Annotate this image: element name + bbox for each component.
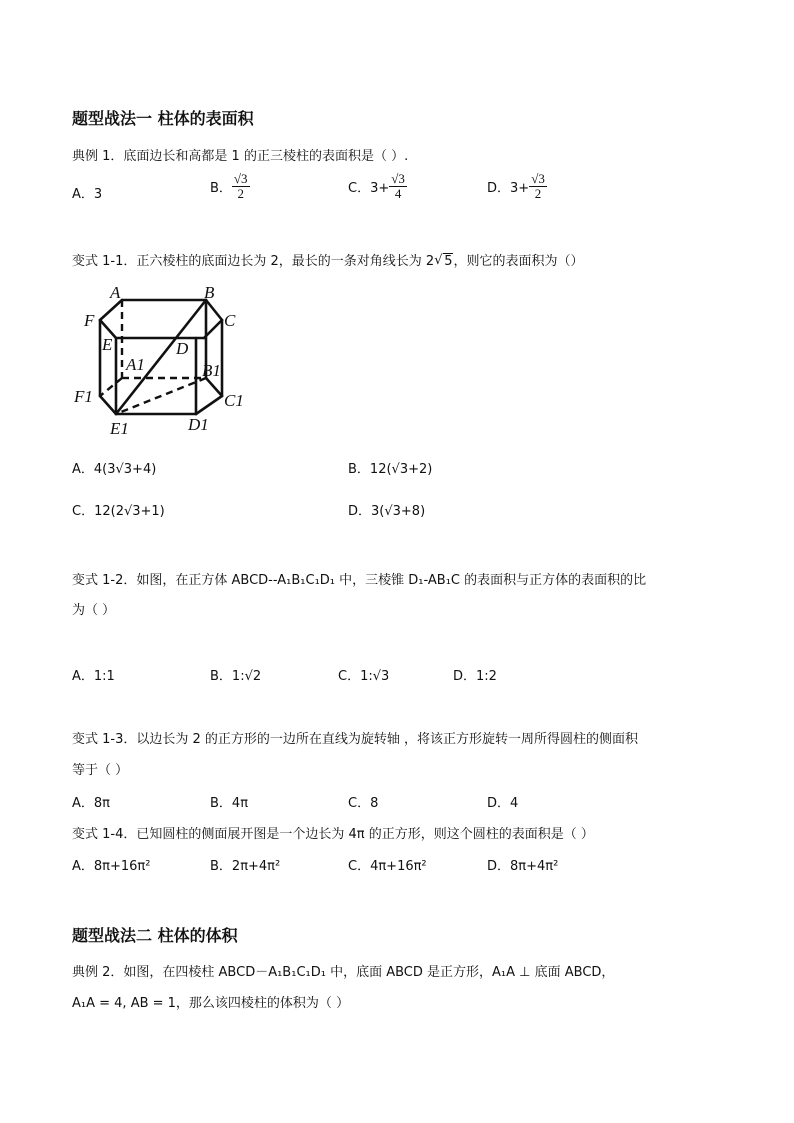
vertex-label-A: A: [110, 283, 121, 302]
example-1-option-a: A．3: [72, 187, 103, 202]
variant-1-3-stem-line-1: 变式 1-3．以边长为 2 的正方形的一边所在直线为旋转轴 ，将该正方形旋转一周所得圆柱的侧面积: [72, 732, 639, 747]
variant-1-4-option-a: A．8π+16π²: [72, 859, 151, 874]
vertex-label-D: D: [176, 339, 189, 358]
fraction: $\frac{√3}{2}$: [233, 171, 248, 201]
vertex-label-F: F: [84, 311, 95, 330]
vertex-label-B: B: [204, 283, 215, 302]
edge-C1B1: [206, 378, 222, 396]
variant-1-3-option-d: D．4: [487, 796, 519, 811]
variant-1-2-option-b: B．1:√2: [210, 669, 262, 684]
edge-AF: [100, 300, 122, 320]
vertex-label-B1: B1: [202, 361, 221, 380]
vertex-label-D1: D1: [188, 415, 209, 434]
example-1-option-d: [487, 172, 547, 201]
variant-1-4-stem: 变式 1-4．已知圆柱的侧面展开图是一个边长为 4π 的正方形，则这个圆柱的表面积是（ ）: [72, 827, 594, 842]
variant-1-3-option-c: C．8: [348, 796, 379, 811]
variant-1-1-stem: [72, 250, 583, 269]
example-1-stem: 典例 1．底面边长和高都是 1 的正三棱柱的表面积是（ ）.: [72, 149, 409, 164]
variant-1-3-option-a: A．8π: [72, 796, 110, 811]
variant-1-2-option-d: D．1:2: [453, 669, 497, 684]
example-2-stem-line-2: A₁A = 4, AB = 1，那么该四棱柱的体积为（ ）: [72, 996, 350, 1011]
option-label: D．3+: [487, 181, 530, 196]
variant-1-3-option-b: B．4π: [210, 796, 249, 811]
variant-1-1-option-c: C．12(2√3+1): [72, 504, 165, 519]
vertex-label-C: C: [224, 311, 236, 330]
hidden-edge-A1F1: [100, 378, 122, 396]
example-1-option-c: [348, 172, 407, 201]
variant-1-4-option-c: C．4π+16π²: [348, 859, 427, 874]
variant-1-2-stem-line-2: 为（ ）: [72, 603, 116, 618]
vertex-label-E: E: [102, 335, 113, 354]
variant-1-2-option-a: A．1:1: [72, 669, 115, 684]
example-2-stem-line-1: 典例 2．如图，在四棱柱 ABCD－A₁B₁C₁D₁ 中，底面 ABCD 是正方形，A₁A ⊥ 底面 ABCD，: [72, 965, 615, 980]
vertex-label-F1: F1: [74, 387, 93, 406]
edge-BC: [206, 300, 222, 320]
edge-F1E1: [100, 396, 116, 414]
vertex-label-E1: E1: [110, 419, 129, 438]
fraction: $\frac{√3}{2}$: [531, 171, 545, 201]
variant-1-1-option-d: D．3(√3+8): [348, 504, 426, 519]
section-title-1: 题型战法一 柱体的表面积: [72, 109, 254, 128]
variant-1-1-option-b: B．12(√3+2): [348, 462, 433, 477]
example-1-option-b: [210, 172, 250, 201]
option-label: B．: [210, 181, 232, 196]
variant-1-2-option-c: C．1:√3: [338, 669, 390, 684]
variant-1-4-option-d: D．8π+4π²: [487, 859, 559, 874]
variant-1-1-option-a: A．4(3√3+4): [72, 462, 157, 477]
section-title-2: 题型战法二 柱体的体积: [72, 926, 238, 945]
vertex-label-C1: C1: [224, 391, 244, 410]
vertex-label-A1: A1: [126, 355, 145, 374]
variant-1-4-option-b: B．2π+4π²: [210, 859, 281, 874]
hexagonal-prism-figure: [70, 282, 260, 442]
edge-D1C1: [196, 396, 222, 414]
sqrt: √ 5: [434, 254, 453, 269]
stem-text: 变式 1-1．正六棱柱的底面边长为 2，最长的一条对角线长为 2: [72, 254, 435, 269]
option-label: C．3+: [348, 181, 390, 196]
stem-text: ，则它的表面积为（）: [453, 254, 584, 269]
fraction: $\frac{√3}{4}$: [391, 171, 405, 201]
variant-1-3-stem-line-2: 等于（ ）: [72, 763, 129, 778]
variant-1-2-stem-line-1: 变式 1-2．如图，在正方体 ABCD--A₁B₁C₁D₁ 中，三棱锥 D₁-AB₁C 的表面积与正方体的表面积的比: [72, 573, 647, 588]
